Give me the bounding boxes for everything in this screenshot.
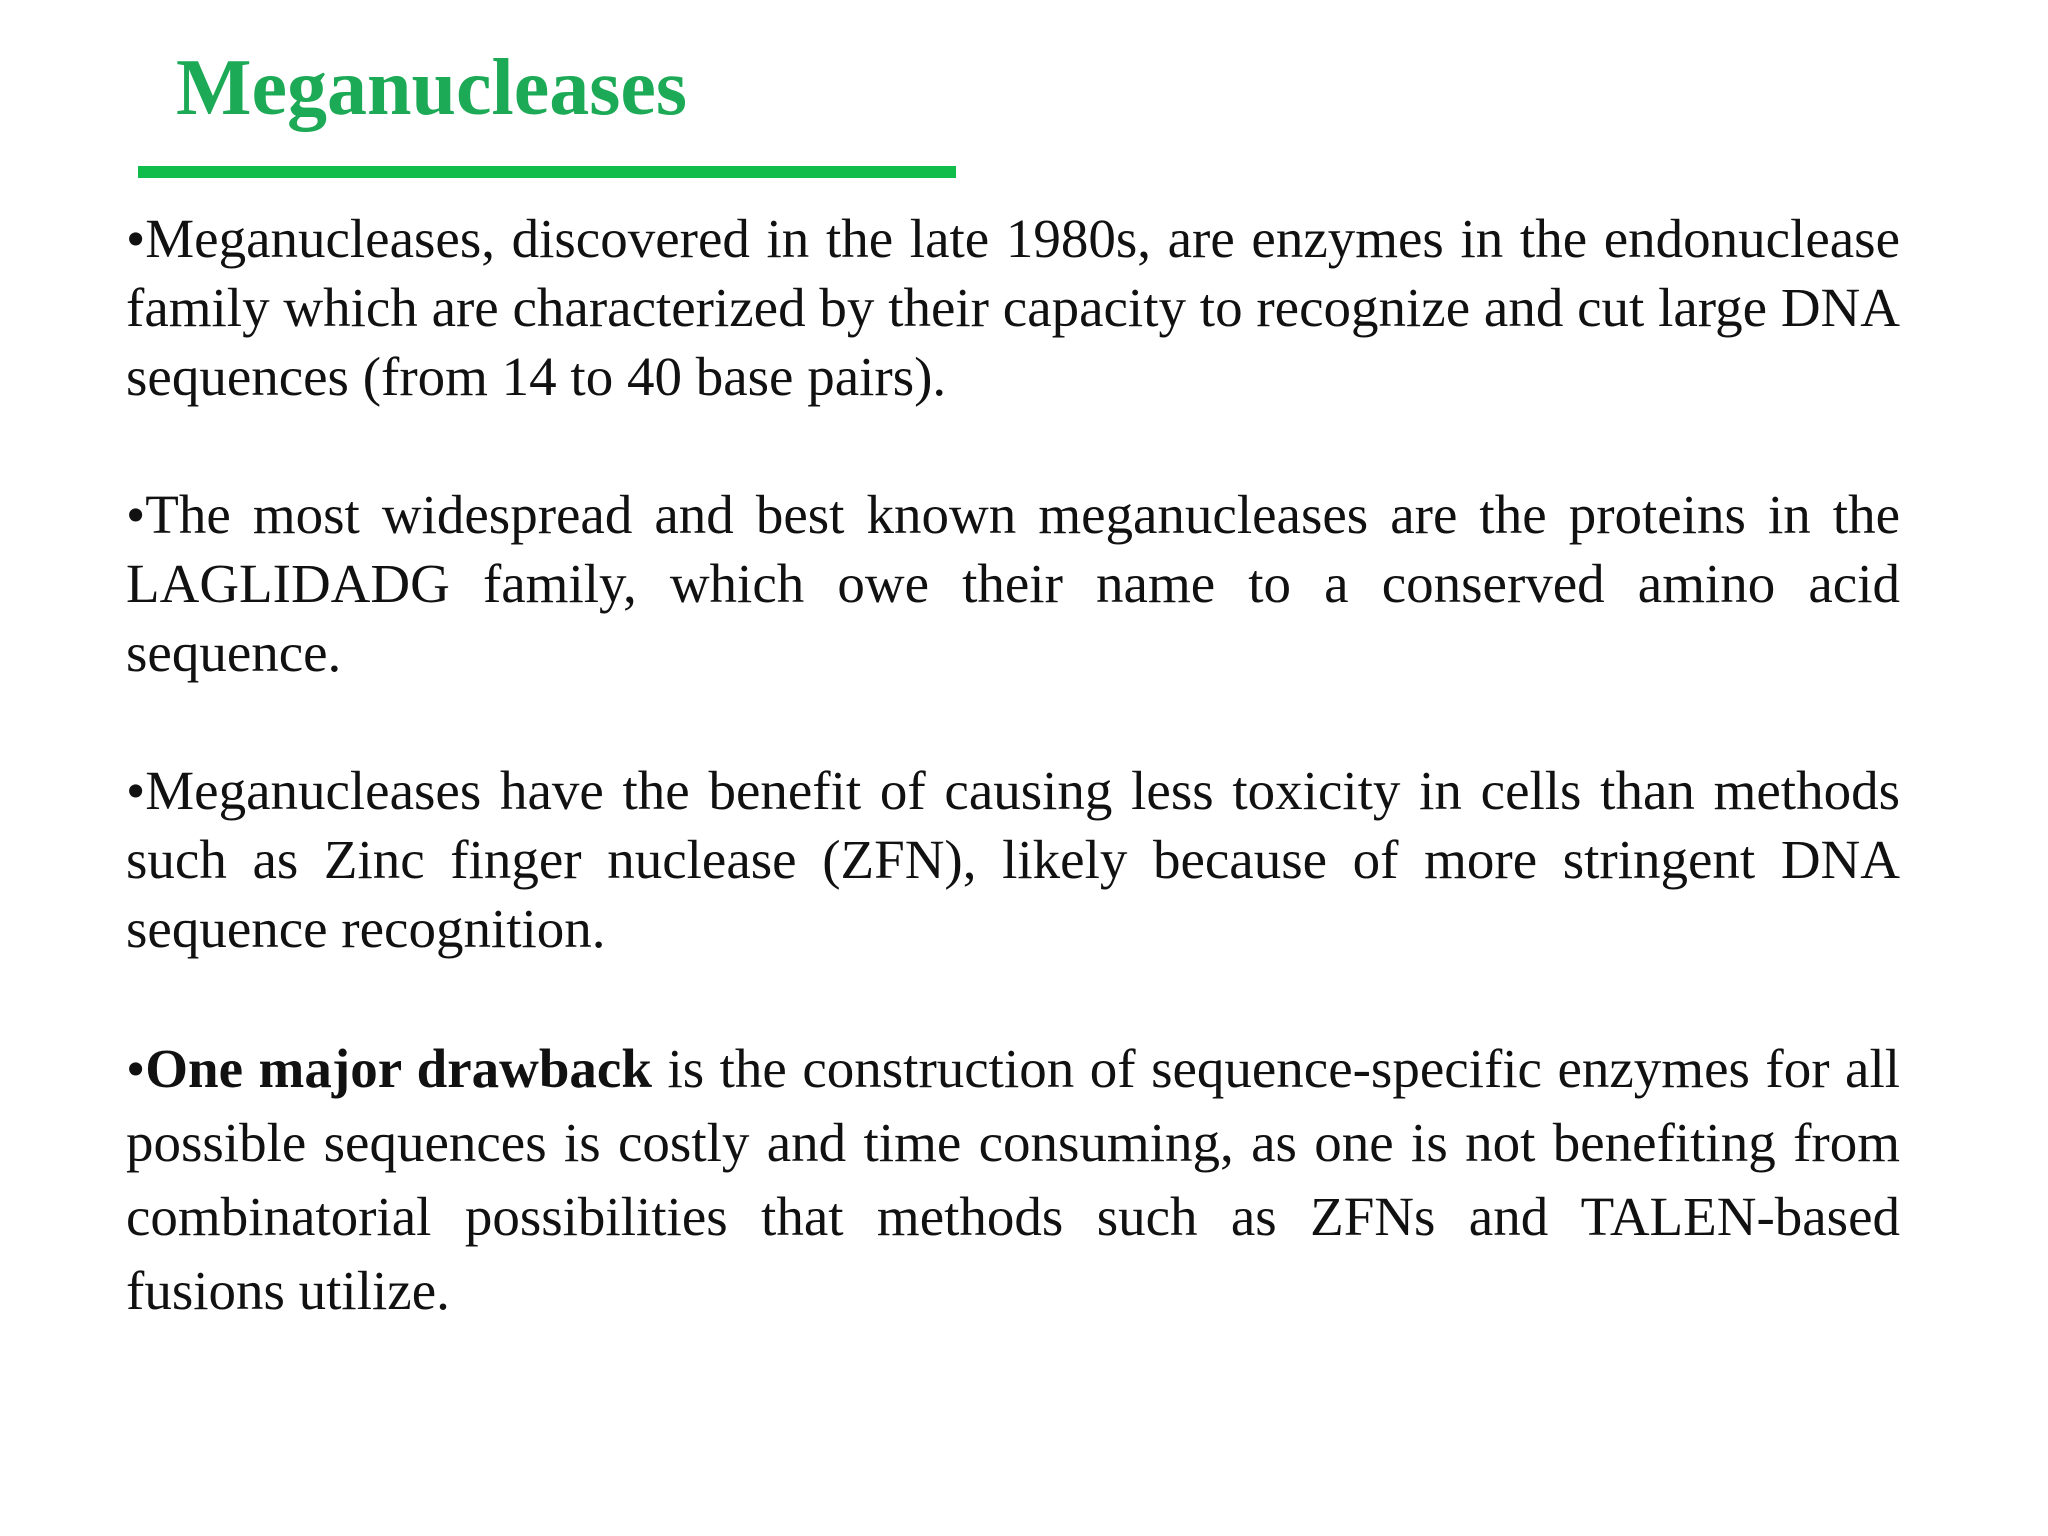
bullet-item-toxicity: [126, 756, 1900, 963]
slide-title: Meganucleases: [176, 44, 688, 132]
bullet-bold-lead: One major drawback: [145, 1038, 652, 1099]
bullet-marker: •: [126, 484, 146, 545]
bullet-text: The most widespread and best known meganucleases are the proteins in the LAGLIDADG family, which owe their name to a conserved amino acid sequence.: [126, 484, 1900, 683]
bullet-item-laglidadg: [126, 480, 1900, 687]
bullet-marker: •: [126, 208, 146, 269]
bullet-text: is the construction of sequence-specific enzymes for all possible sequences is costly and time consuming, as one is not benefiting from combinatorial possibilities that methods such as ZFNs and TALEN-based fusions utilize.: [126, 1038, 1901, 1321]
bullet-text: Meganucleases, discovered in the late 1980s, are enzymes in the endonuclease family which are characterized by their capacity to recognize and cut large DNA sequences (from 14 to 40 base pairs).: [126, 208, 1900, 407]
bullet-item-drawback: [126, 1032, 1900, 1328]
bullet-text: Meganucleases have the benefit of causing less toxicity in cells than methods such as Zinc finger nuclease (ZFN), likely because of more stringent DNA sequence recognition.: [126, 760, 1900, 959]
bullet-marker: •: [126, 1038, 146, 1099]
bullet-list: [126, 204, 1900, 1328]
bullet-marker: •: [126, 760, 146, 821]
bullet-item-discovery: [126, 204, 1900, 411]
title-underline: [138, 166, 956, 178]
